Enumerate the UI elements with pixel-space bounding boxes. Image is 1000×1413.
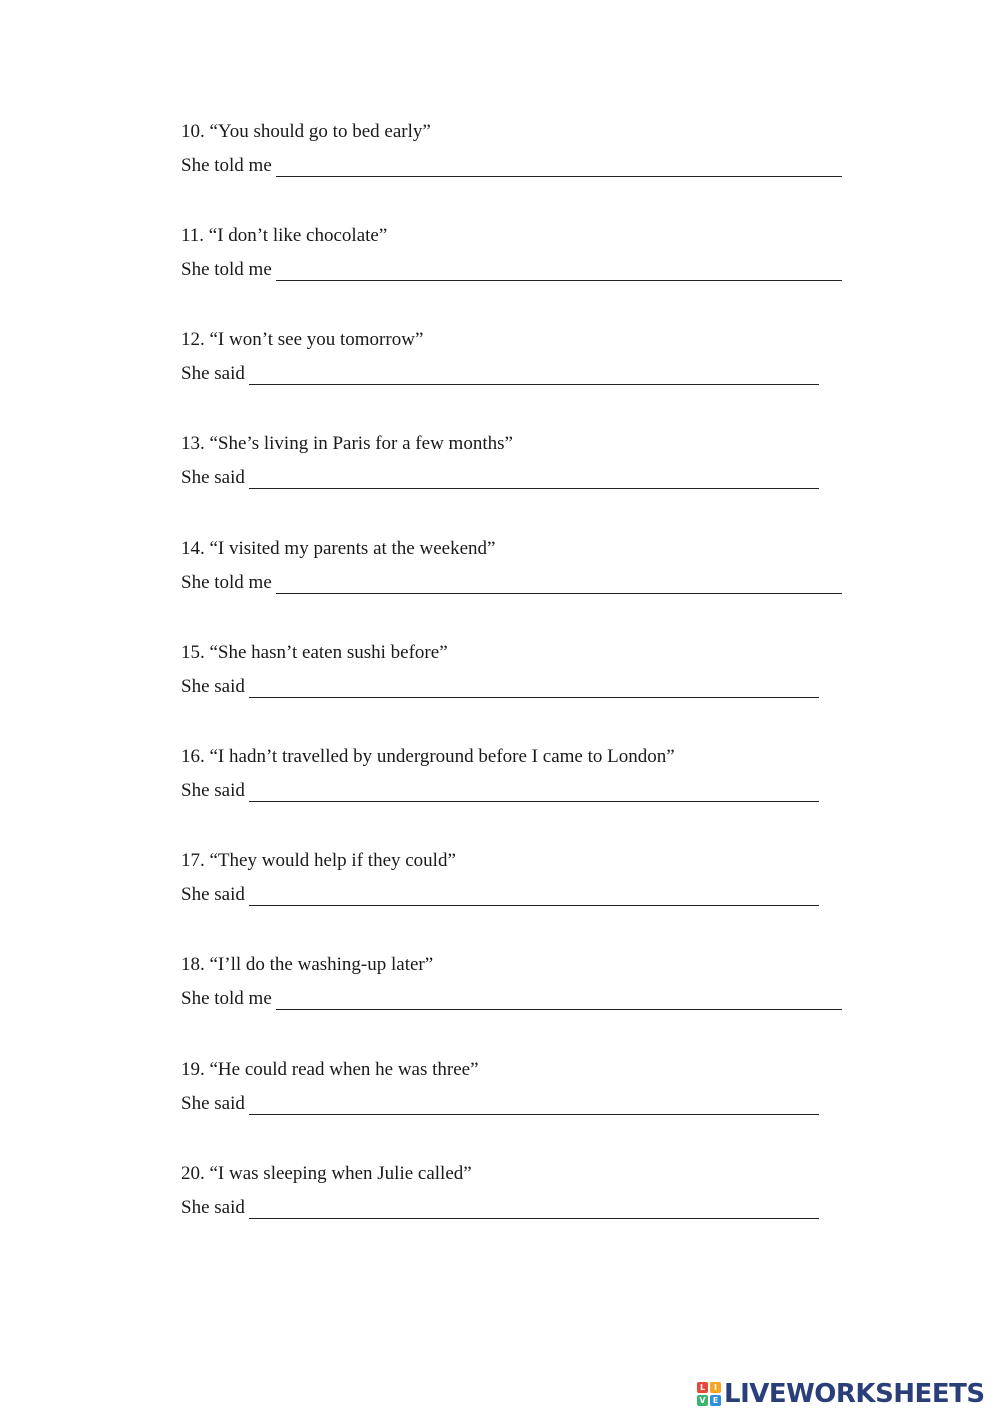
answer-lead: She told me <box>181 155 272 176</box>
question-prompt: 16. “I hadn’t travelled by underground before I came to London” <box>181 746 675 767</box>
answer-blank[interactable] <box>276 991 842 1010</box>
question-prompt: 10. “You should go to bed early” <box>181 121 431 142</box>
question-15 <box>181 642 881 697</box>
question-13 <box>181 433 881 488</box>
logo-square-e: E <box>710 1395 721 1406</box>
answer-lead: She said <box>181 1197 245 1218</box>
question-prompt: 17. “They would help if they could” <box>181 850 456 871</box>
answer-lead: She said <box>181 780 245 801</box>
question-20 <box>181 1163 881 1218</box>
answer-blank[interactable] <box>276 262 842 281</box>
answer-lead: She said <box>181 363 245 384</box>
logo-square-i: I <box>710 1382 721 1393</box>
answer-blank[interactable] <box>249 887 819 906</box>
question-prompt: 20. “I was sleeping when Julie called” <box>181 1163 472 1184</box>
answer-lead: She said <box>181 1093 245 1114</box>
answer-blank[interactable] <box>249 679 819 698</box>
answer-lead: She said <box>181 676 245 697</box>
question-prompt: 13. “She’s living in Paris for a few months” <box>181 433 513 454</box>
question-prompt: 12. “I won’t see you tomorrow” <box>181 329 424 350</box>
question-12 <box>181 329 881 384</box>
question-10 <box>181 121 881 176</box>
answer-blank[interactable] <box>276 575 842 594</box>
logo-square-l: L <box>697 1382 708 1393</box>
answer-lead: She told me <box>181 988 272 1009</box>
answer-blank[interactable] <box>249 1096 819 1115</box>
liveworksheets-watermark <box>697 1378 985 1410</box>
answer-lead: She told me <box>181 259 272 280</box>
question-16 <box>181 746 881 801</box>
question-prompt: 15. “She hasn’t eaten sushi before” <box>181 642 448 663</box>
question-18 <box>181 954 881 1009</box>
question-19 <box>181 1059 881 1114</box>
answer-blank[interactable] <box>249 783 819 802</box>
question-11 <box>181 225 881 280</box>
question-14 <box>181 538 881 593</box>
question-prompt: 14. “I visited my parents at the weekend” <box>181 538 496 559</box>
answer-lead: She said <box>181 467 245 488</box>
liveworksheets-logo-icon <box>697 1382 721 1406</box>
answer-lead: She said <box>181 884 245 905</box>
answer-blank[interactable] <box>249 366 819 385</box>
answer-blank[interactable] <box>249 470 819 489</box>
question-17 <box>181 850 881 905</box>
watermark-text: LIVEWORKSHEETS <box>724 1379 985 1409</box>
logo-square-v: V <box>697 1395 708 1406</box>
answer-blank[interactable] <box>249 1200 819 1219</box>
question-prompt: 18. “I’ll do the washing-up later” <box>181 954 434 975</box>
answer-lead: She told me <box>181 572 272 593</box>
question-prompt: 11. “I don’t like chocolate” <box>181 225 388 246</box>
question-prompt: 19. “He could read when he was three” <box>181 1059 479 1080</box>
answer-blank[interactable] <box>276 158 842 177</box>
